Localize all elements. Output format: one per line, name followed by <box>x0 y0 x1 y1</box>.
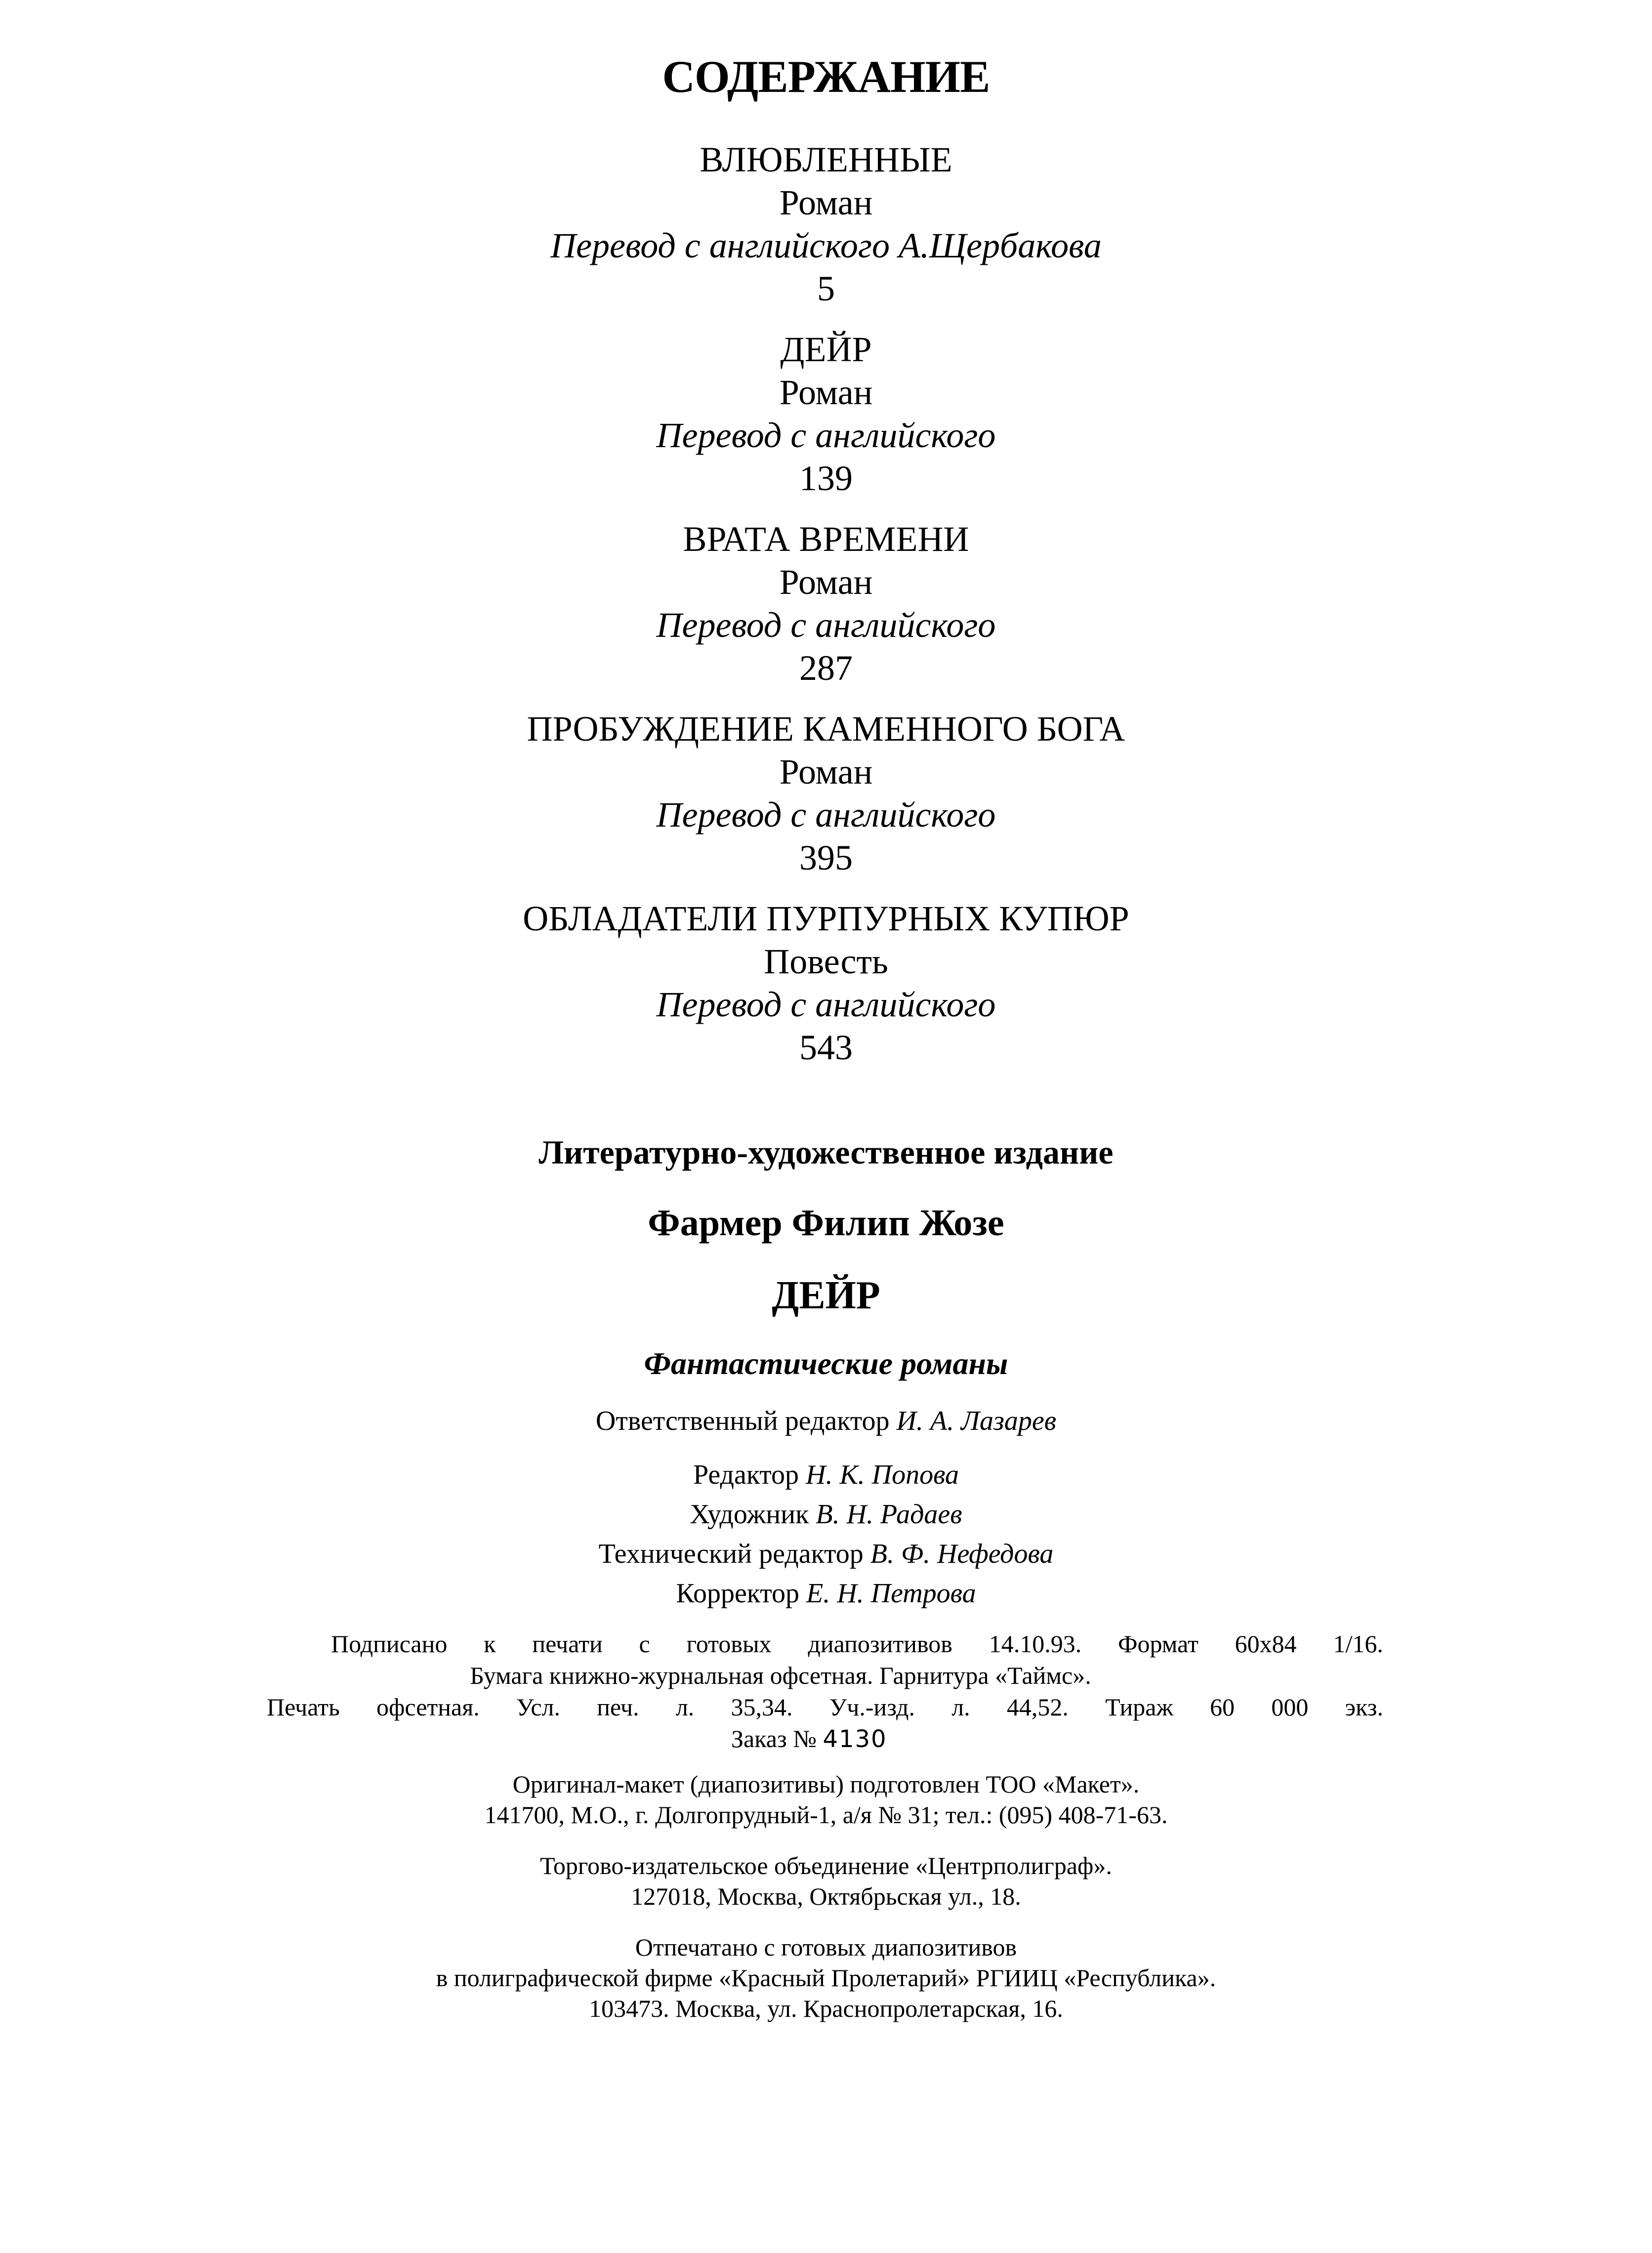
credit-line <box>0 1574 1652 1613</box>
toc-entry-page: 5 <box>817 269 835 308</box>
credit-label: Художник <box>690 1499 809 1530</box>
toc-entry-page: 139 <box>799 459 853 498</box>
toc-entry-title: ОБЛАДАТЕЛИ ПУРПУРНЫХ КУПЮР <box>523 899 1129 938</box>
chief-editor <box>0 1403 1652 1439</box>
toc-entry <box>0 328 1652 500</box>
toc-entry-translation: Перевод с английского <box>656 985 996 1024</box>
credits-list <box>0 1455 1652 1613</box>
page-title: СОДЕРЖАНИЕ <box>662 51 990 102</box>
credit-name: Е. Н. Петрова <box>806 1578 976 1609</box>
toc-entry-genre: Роман <box>779 752 873 792</box>
toc-entry-title: ДЕЙР <box>780 330 872 369</box>
chief-editor-name: И. А. Лазарев <box>896 1406 1057 1436</box>
toc-entry-title: ВРАТА ВРЕМЕНИ <box>683 519 969 559</box>
edition-type: Литературно-художественное издание <box>538 1133 1114 1171</box>
layout-info: Оригинал-макет (диапозитивы) подготовлен ТОО «Макет». 141700, М.О., г. Долгопрудный-1, а/я № 31; тел.: (095) 408-71-63. <box>484 1770 1168 1829</box>
credit-label: Корректор <box>676 1578 800 1609</box>
toc-entry-title: ВЛЮБЛЕННЫЕ <box>700 140 952 179</box>
toc-entry-page: 543 <box>799 1028 853 1067</box>
print-info-line: Подписано к печати с готовых диапозитивов 14.10.93. Формат 60x84 1/16. <box>331 1630 1383 1658</box>
credit-name: В. Н. Радаев <box>816 1499 962 1530</box>
order-number-line <box>267 1723 1383 1755</box>
credit-label: Технический редактор <box>598 1539 864 1569</box>
print-info <box>267 1628 1383 1755</box>
toc-entry <box>0 518 1652 690</box>
toc-entry-genre: Роман <box>779 183 873 222</box>
toc-entry <box>0 138 1652 310</box>
toc-entry-genre: Роман <box>779 373 873 412</box>
credit-name: В. Ф. Нефедова <box>870 1539 1054 1569</box>
credit-line <box>0 1534 1652 1574</box>
toc-entry-page: 287 <box>799 648 853 688</box>
toc-entry <box>0 708 1652 879</box>
order-number: 4130 <box>823 1725 887 1753</box>
toc-entry-genre: Роман <box>779 562 873 602</box>
printer-info: Отпечатано с готовых диапозитивов в полиграфической фирме «Красный Пролетарий» РГИИЦ «Республика». 103473. Москва, ул. Краснопролетарская, 16. <box>436 1933 1216 2022</box>
toc-entry-title: ПРОБУЖДЕНИЕ КАМЕННОГО БОГА <box>527 709 1125 749</box>
chief-editor-label: Ответственный редактор <box>595 1406 890 1436</box>
table-of-contents <box>0 138 1652 1087</box>
toc-entry <box>0 897 1652 1069</box>
book-subtitle: Фантастические романы <box>644 1346 1008 1381</box>
toc-entry-translation: Перевод с английского <box>656 605 996 645</box>
credit-line <box>0 1455 1652 1495</box>
order-label: Заказ № <box>731 1725 817 1752</box>
book-title: ДЕЙР <box>772 1274 880 1317</box>
author-name: Фармер Филип Жозе <box>648 1202 1004 1244</box>
print-info-line: Печать офсетная. Усл. печ. л. 35,34. Уч.-изд. л. 44,52. Тираж 60 000 экз. <box>267 1693 1383 1721</box>
toc-entry-translation: Перевод с английского <box>656 795 996 834</box>
toc-entry-translation: Перевод с английского <box>656 416 996 455</box>
publisher-info: Торгово-издательское объединение «Центрполиграф». 127018, Москва, Октябрьская ул., 18. <box>540 1852 1112 1910</box>
credit-line <box>0 1495 1652 1534</box>
toc-entry-page: 395 <box>799 838 853 877</box>
toc-entry-translation: Перевод с английского А.Щербакова <box>550 226 1102 265</box>
toc-entry-genre: Повесть <box>764 942 888 981</box>
print-info-paper: Бумага книжно-журнальная офсетная. Гарнитура «Таймс». <box>470 1662 1091 1689</box>
credit-label: Редактор <box>693 1460 799 1490</box>
credit-name: Н. К. Попова <box>806 1460 959 1490</box>
